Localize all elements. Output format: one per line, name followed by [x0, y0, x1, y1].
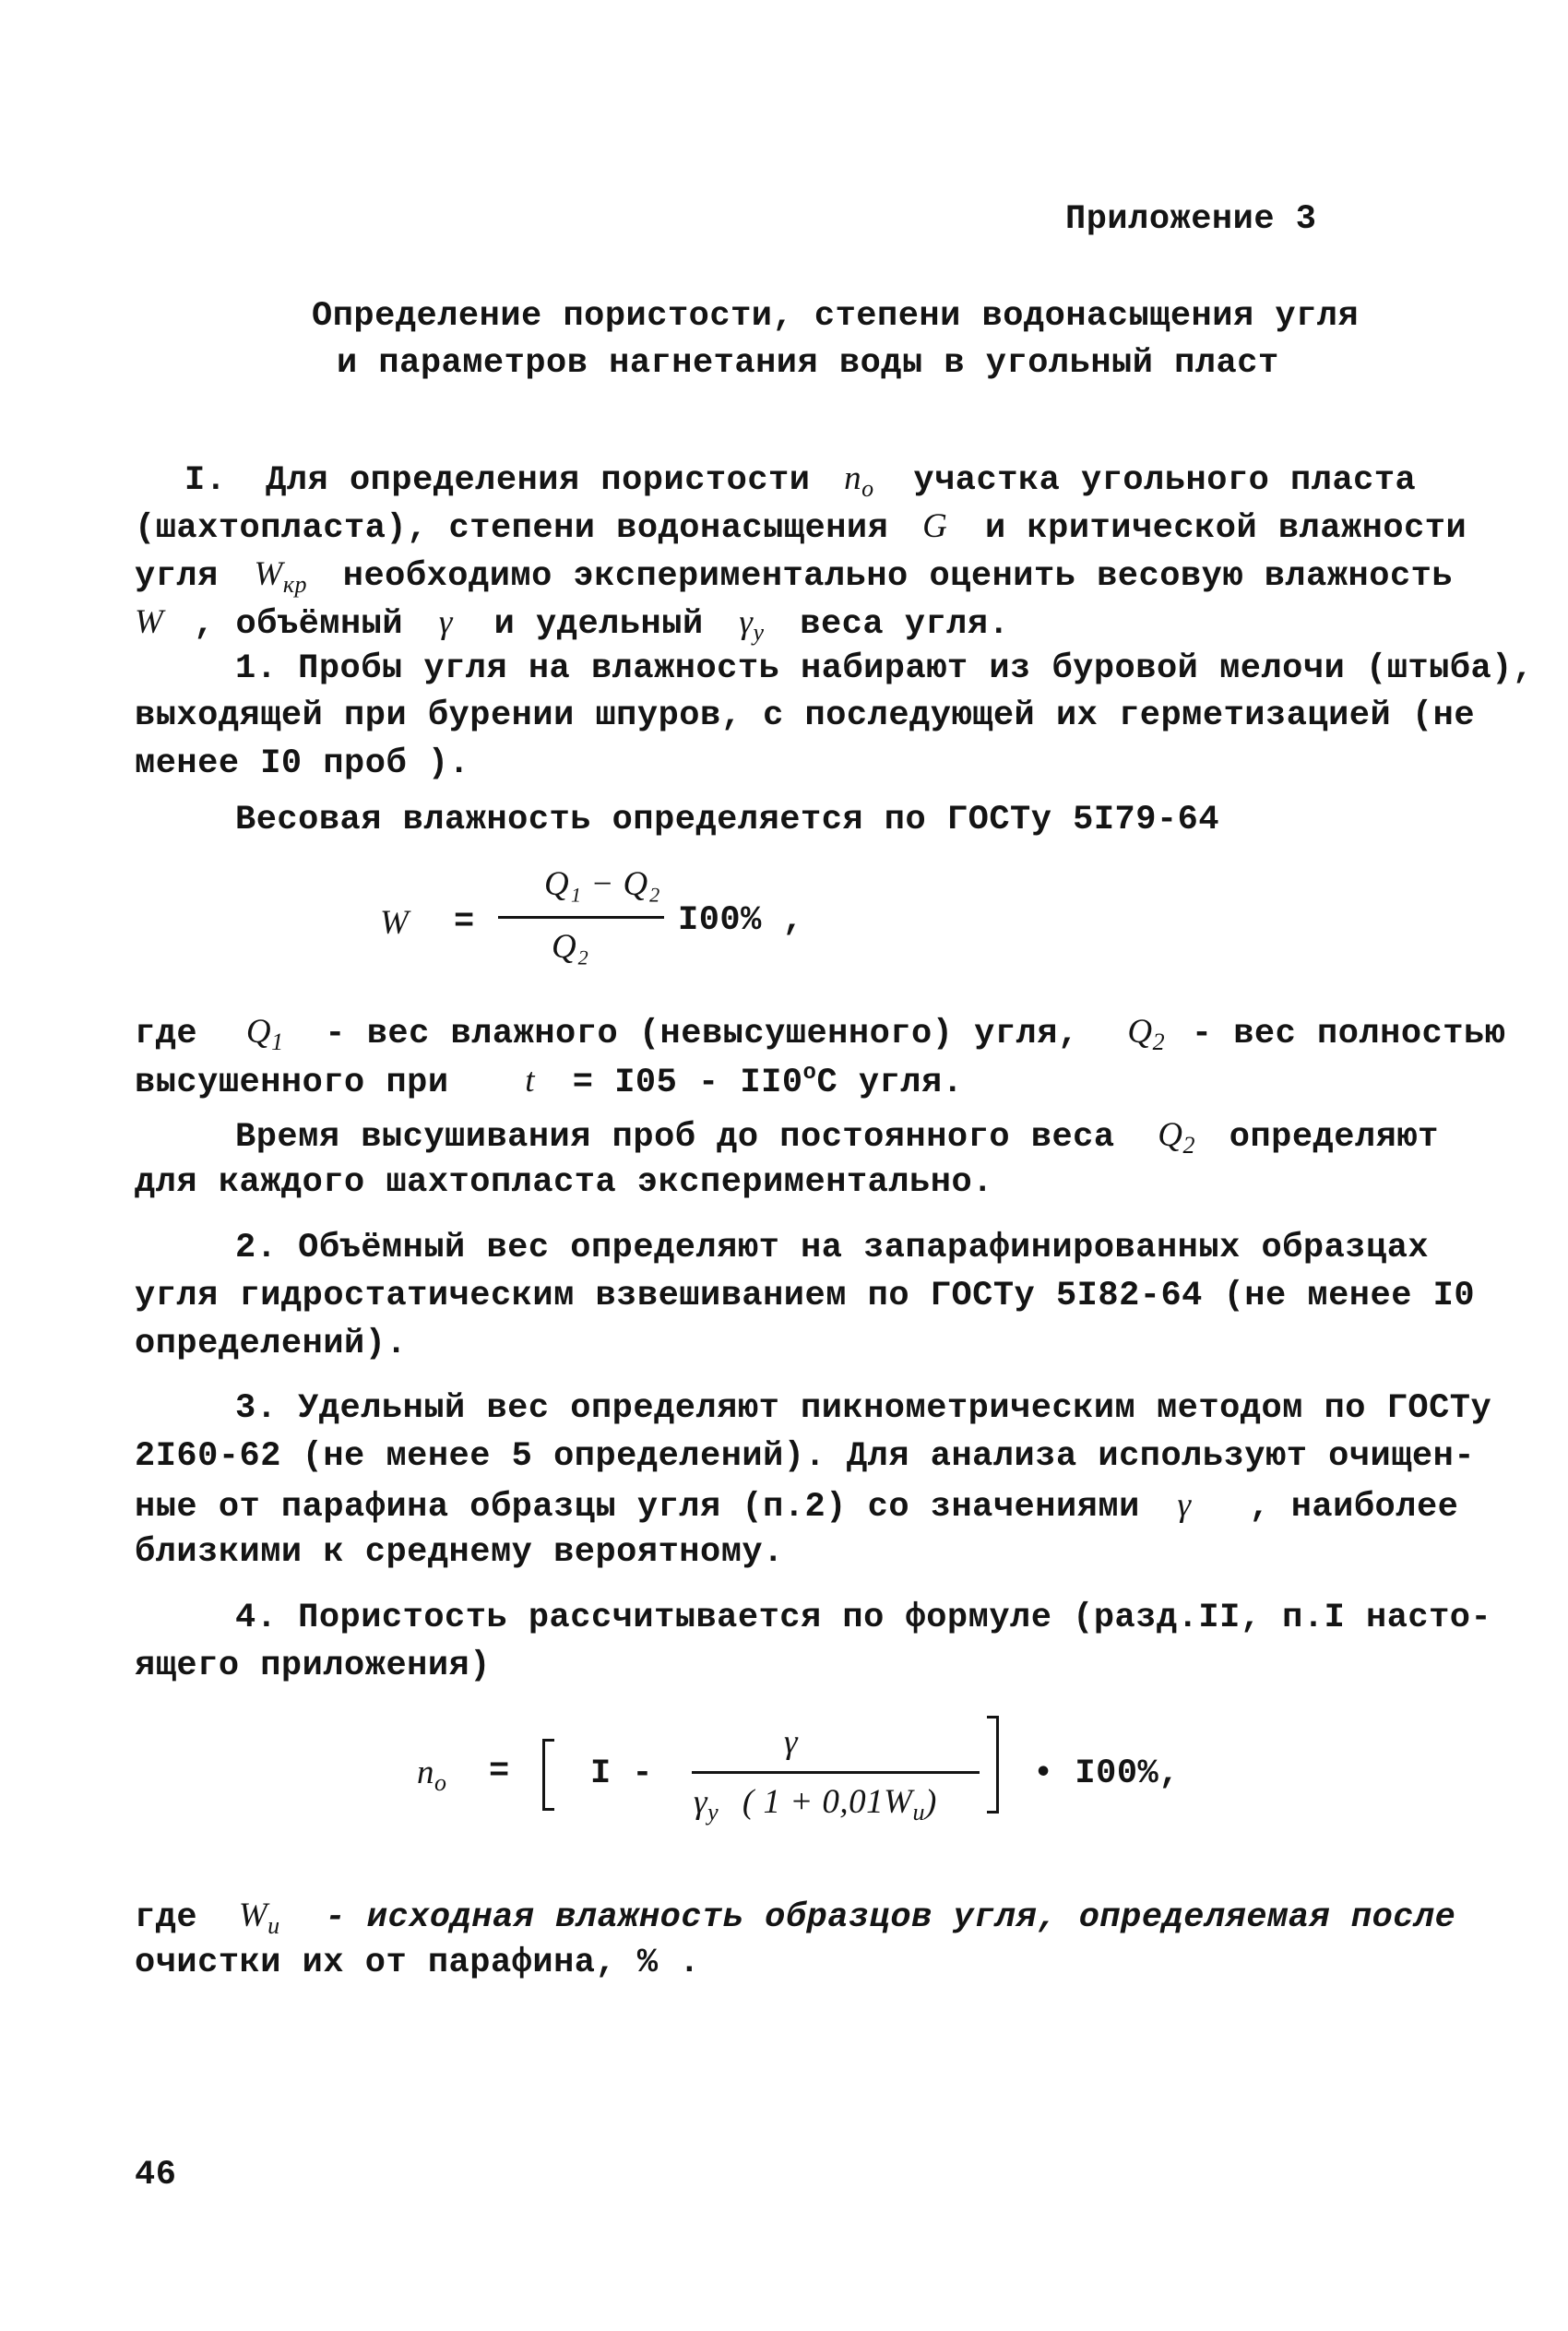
formula-2-factor: • I00%, — [1033, 1754, 1180, 1793]
volume-weight-symbol-2: γ — [1177, 1486, 1192, 1524]
item-4-line-1: 4. Пористость рассчитывается по формуле (разд.II, п.I насто- — [235, 1599, 1492, 1637]
formula-2-denominator: $\gamma_у$ ( $1 + 0,01W_u$) — [694, 1783, 937, 1826]
q2-symbol: $Q_2$ — [1127, 1013, 1166, 1055]
item-3-line-3: ные от парафина образцы угля (п.2) со значениями γ , наиболее — [135, 1486, 1459, 1527]
volume-weight-symbol: γ — [438, 603, 453, 641]
item-3-line-1: 3. Удельный вес определяют пикнометрическим методом по ГОСТу — [235, 1389, 1492, 1428]
item-1-line-3: менее I0 проб ). — [135, 744, 470, 783]
specific-weight-symbol: $\gamma_у$ — [739, 603, 765, 646]
formula-1-denominator: Q₂ — [552, 928, 589, 966]
item-4-line-2: ящего приложения) — [135, 1647, 491, 1685]
temperature-symbol: t — [525, 1062, 536, 1100]
formula-1-numerator: Q₁ − Q₂ — [544, 865, 661, 903]
section-1-line-2: (шахтопласта), степени водонасыщения G и критической влажности — [135, 507, 1467, 548]
where-1-line-2: высушенного при t = I05 - II0$^o$С угля. — [135, 1061, 964, 1102]
formula-2-fraction-bar — [692, 1771, 980, 1774]
item-2-line-1: 2. Объёмный вес определяют на запарафинированных образцах — [235, 1229, 1430, 1267]
page-number: 46 — [135, 2156, 177, 2194]
section-1-line-4: W , объёмный γ и удельный $\gamma_у$ веса угля. — [135, 603, 1010, 646]
q1-symbol: $Q_1$ — [245, 1013, 284, 1055]
formula-2-lhs: $n_o$ — [417, 1754, 447, 1796]
title-line-1: Определение пористости, степени водонасыщения угля — [312, 297, 1360, 336]
critical-moisture-symbol: $W_{кр}$ — [254, 555, 308, 598]
item-3-line-2: 2I60-62 (не менее 5 определений). Для анализа используют очищен- — [135, 1437, 1476, 1476]
formula-2-equals: = — [489, 1753, 510, 1791]
title-line-2: и параметров нагнетания воды в угольный пласт — [337, 344, 1279, 383]
item-2-line-3: определений). — [135, 1325, 408, 1363]
section-1-line-3: угля $W_{кр}$ необходимо экспериментально оценить весовую влажность — [135, 555, 1454, 598]
where-2-line-1: где $W_u$ - исходная влажность образцов угля, определяемая после — [135, 1897, 1456, 1939]
formula-1-factor: I00% , — [678, 901, 804, 940]
item-1-line-2: выходящей при бурении шпуров, с последующей их герметизацией (не — [135, 696, 1476, 735]
right-bracket — [987, 1716, 999, 1814]
saturation-symbol: G — [922, 507, 948, 545]
q2-symbol-drying: $Q_2$ — [1158, 1116, 1196, 1159]
porosity-symbol: $n_o$ — [844, 459, 874, 502]
moisture-symbol: W — [135, 603, 164, 641]
section-number: I. — [184, 461, 227, 500]
left-bracket — [542, 1739, 554, 1811]
appendix-label: Приложение 3 — [1065, 200, 1317, 239]
formula-1-lhs: W — [380, 904, 410, 942]
drying-line-2: для каждого шахтопласта экспериментально. — [135, 1163, 993, 1202]
item-1-line-1: 1. Пробы угля на влажность набирают из буровой мелочи (штыба), — [235, 649, 1534, 688]
item-2-line-2: угля гидростатическим взвешиванием по ГОСТу 5I82-64 (не менее I0 — [135, 1277, 1476, 1315]
section-1-line-1: I. Для определения пористости $n_o$ участка угольного пласта — [184, 459, 1417, 502]
item-1-line-4: Весовая влажность определяется по ГОСТу 5I79-64 — [235, 801, 1220, 839]
formula-2-numerator: γ — [784, 1723, 799, 1761]
formula-1-equals: = — [454, 903, 475, 942]
formula-1-fraction-bar — [498, 916, 664, 919]
where-1-line-1: где $Q_1$ - вес влажного (невысушенного) угля, $Q_2$ - вес полностью — [135, 1013, 1506, 1055]
drying-line-1: Время высушивания проб до постоянного веса $Q_2$ определяют — [235, 1116, 1439, 1159]
formula-2-one-minus: I - — [590, 1754, 654, 1793]
where-2-line-2: очистки их от парафина, % . — [135, 1944, 700, 1982]
initial-moisture-symbol: $W_u$ — [238, 1897, 280, 1939]
item-3-line-4: близкими к среднему вероятному. — [135, 1533, 784, 1572]
